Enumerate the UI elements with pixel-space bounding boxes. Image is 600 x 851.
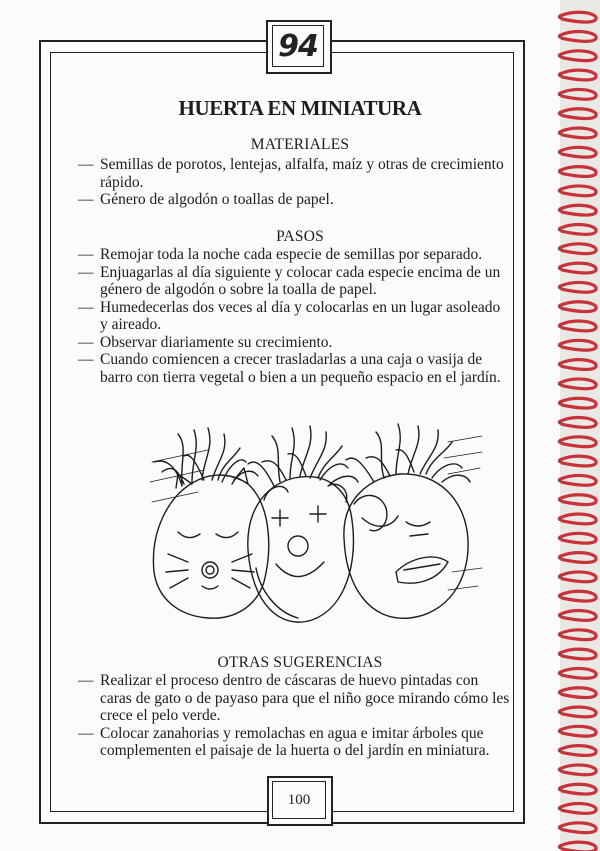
- list-item: [78, 351, 510, 386]
- dash-bullet: —: [78, 263, 94, 281]
- list-item-text: Género de algodón o toallas de papel.: [100, 191, 334, 208]
- spiral-loop: [560, 51, 596, 61]
- spiral-loop: [560, 688, 596, 698]
- cat-egg: [153, 468, 268, 618]
- spiral-loop: [560, 360, 596, 370]
- dash-bullet: —: [78, 724, 94, 742]
- spiral-loop: [560, 746, 596, 756]
- list-item-text: Remojar toda la noche cada especie de semillas por separado.: [100, 246, 483, 263]
- spiral-loop: [560, 475, 596, 485]
- spiral-loop: [560, 533, 596, 543]
- spiral-loop: [560, 553, 596, 563]
- list-item-text: Realizar el proceso dentro de cáscaras de huevo pintadas con caras de gato o de payaso para que el niño goce mirando cómo les crece el pelo verde.: [100, 672, 510, 724]
- spiral-loop: [560, 70, 596, 80]
- spiral-loop: [560, 398, 596, 408]
- list-item-text: Humedecerlas dos veces al día y colocarlas en un lugar asoleado y aireado.: [100, 298, 501, 333]
- spiral-loop: [560, 282, 596, 292]
- list-item: [78, 334, 510, 352]
- spiral-loop: [560, 495, 596, 505]
- dash-bullet: —: [78, 672, 94, 689]
- dash-bullet: —: [78, 298, 94, 316]
- otras-heading: OTRAS SUGERENCIAS: [217, 654, 383, 671]
- spiral-loop: [560, 804, 596, 814]
- spiral-loop: [560, 302, 596, 312]
- spiral-loop: [560, 611, 596, 621]
- spiral-loop: [560, 379, 596, 389]
- page-number: 100: [272, 781, 326, 819]
- spiral-loop: [560, 456, 596, 466]
- spiral-loop: [560, 591, 596, 601]
- page-title: HUERTA EN MINIATURA: [178, 96, 422, 120]
- spiral-loop: [560, 514, 596, 524]
- clown-egg: [248, 477, 354, 622]
- chapter-number: 94: [272, 25, 324, 67]
- ground-hatching: [150, 436, 482, 590]
- sleepy-egg: [344, 474, 468, 618]
- list-item-text: Colocar zanahorias y remolachas en agua e imitar árboles que complementen el paisaje de la huerta o del jardín en miniatura.: [100, 724, 490, 759]
- list-item: [78, 264, 510, 299]
- spiral-loop: [560, 12, 596, 22]
- dash-bullet: —: [78, 351, 94, 368]
- dash-bullet: —: [78, 333, 94, 351]
- spiral-loop: [560, 205, 596, 215]
- spiral-loop: [560, 765, 596, 775]
- pasos-list: [78, 246, 510, 386]
- list-item: [78, 672, 510, 725]
- otras-list: [78, 672, 510, 760]
- spiral-loop: [560, 263, 596, 273]
- materiales-heading: MATERIALES: [250, 136, 350, 153]
- spiral-loop: [560, 418, 596, 428]
- dash-bullet: —: [78, 191, 94, 208]
- materiales-list: [78, 156, 510, 209]
- spiral-loop: [560, 842, 596, 851]
- dash-bullet: —: [78, 156, 94, 173]
- list-item-text: Cuando comiencen a crecer trasladarlas a una caja o vasija de barro con tierra vegetal o bien a un pequeño espacio en el jardín.: [100, 351, 501, 386]
- list-item-text: Observar diariamente su crecimiento.: [100, 333, 333, 351]
- list-item: [78, 725, 510, 760]
- list-item: [78, 156, 510, 191]
- list-item: [78, 191, 510, 209]
- spiral-loop: [560, 340, 596, 350]
- pasos-heading: PASOS: [276, 228, 324, 245]
- spiral-loop: [560, 707, 596, 717]
- spiral-loop: [560, 167, 596, 177]
- spiral-loop: [560, 437, 596, 447]
- list-item-text: Semillas de porotos, lentejas, alfalfa, maíz y otras de crecimiento rápido.: [100, 156, 504, 191]
- spiral-binding: [554, 0, 600, 851]
- list-item: [78, 299, 510, 334]
- spiral-loop: [560, 32, 596, 42]
- spiral-loop: [560, 726, 596, 736]
- spiral-loop: [560, 321, 596, 331]
- spiral-loop: [560, 630, 596, 640]
- spiral-loop: [560, 823, 596, 833]
- egg-heads-illustration: [148, 422, 484, 644]
- spiral-loop: [560, 784, 596, 794]
- spiral-loop: [560, 572, 596, 582]
- list-item-text: Enjuagarlas al día siguiente y colocar cada especie encima de un género de algodón o sobre la toalla de papel.: [100, 263, 501, 298]
- spiral-loop: [560, 186, 596, 196]
- list-item: [78, 246, 510, 264]
- dash-bullet: —: [78, 246, 94, 263]
